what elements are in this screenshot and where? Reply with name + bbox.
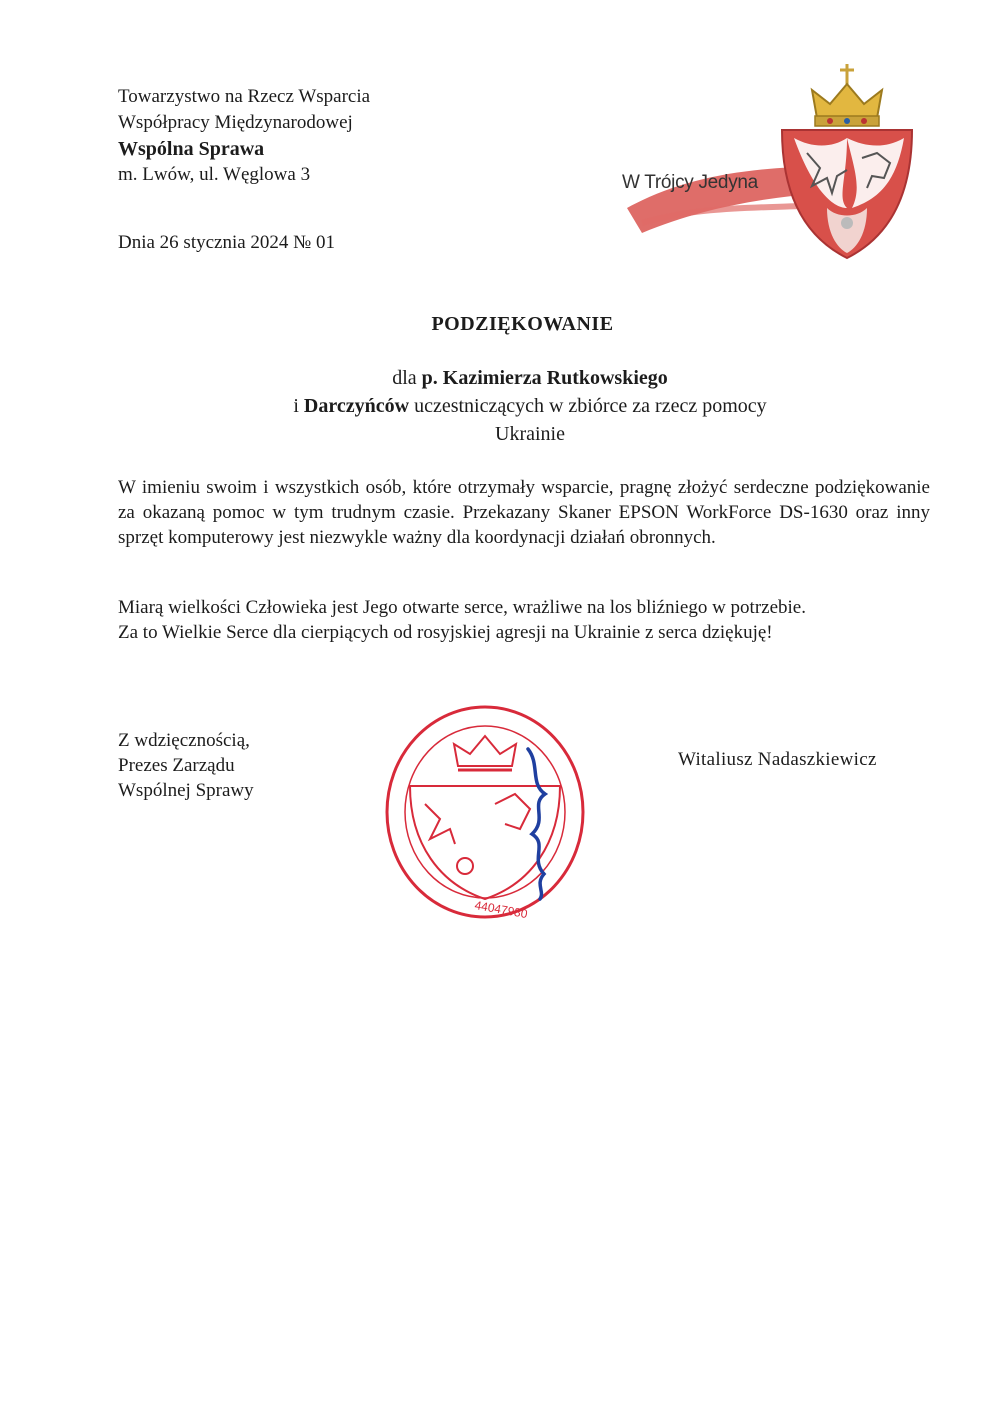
signer-name: Witaliusz Nadaszkiewicz [678, 749, 877, 770]
date-line: Dnia 26 stycznia 2024 № 01 [118, 232, 336, 253]
official-stamp [380, 694, 590, 924]
body-paragraph-2-line-1: Miarą wielkości Człowieka jest Jego otwarte serce, wrażliwe na los bliźniego w potrzebie. [118, 597, 806, 618]
recipient-line-2 [0, 392, 992, 420]
org-line-2: Współpracy Międzynarodowej [118, 112, 353, 133]
recipient-block [0, 364, 992, 448]
org-address: m. Lwów, ul. Węglowa 3 [118, 164, 311, 185]
org-line-1: Towarzystwo na Rzecz Wsparcia [118, 86, 371, 107]
stamp-number: 44047980 [473, 898, 529, 922]
document-title: PODZIĘKOWANIE [431, 313, 614, 335]
recipient-line2-rest: uczestniczących w zbiórce za rzecz pomocy [409, 395, 767, 417]
closing-line-3: Wspólnej Sprawy [118, 780, 254, 801]
body-paragraph-2 [118, 595, 930, 645]
recipient-line-3: Ukrainie [495, 423, 565, 445]
recipient-name: p. Kazimierza Rutkowskiego [421, 367, 668, 389]
body-paragraph-2-line-2: Za to Wielkie Serce dla cierpiących od rosyjskiej agresji na Ukrainie z serca dziękuję! [118, 622, 773, 643]
recipient-line-1 [0, 364, 992, 392]
organization-header [118, 84, 370, 188]
org-name: Wspólna Sprawa [118, 138, 265, 160]
recipient-line2-prefix: i [293, 395, 304, 417]
donors-label: Darczyńców [303, 395, 410, 417]
emblem-motto: W Trójcy Jedyna [622, 172, 758, 193]
closing-block [118, 728, 254, 803]
recipient-prefix: dla [392, 367, 422, 389]
body-paragraph-1: W imieniu swoim i wszystkich osób, które otrzymały wsparcie, pragnę złożyć serdeczne podziękowanie za okazaną pomoc w tym trudnym czasie. Przekazany Skaner EPSON WorkForce DS-1630 oraz inny sprzęt komputerowy jest niezwykle ważny dla koordynacji działań obronnych. [118, 477, 930, 548]
coat-of-arms-logo [622, 58, 932, 278]
closing-line-2: Prezes Zarządu [118, 755, 235, 776]
closing-line-1: Z wdzięcznością, [118, 730, 250, 751]
